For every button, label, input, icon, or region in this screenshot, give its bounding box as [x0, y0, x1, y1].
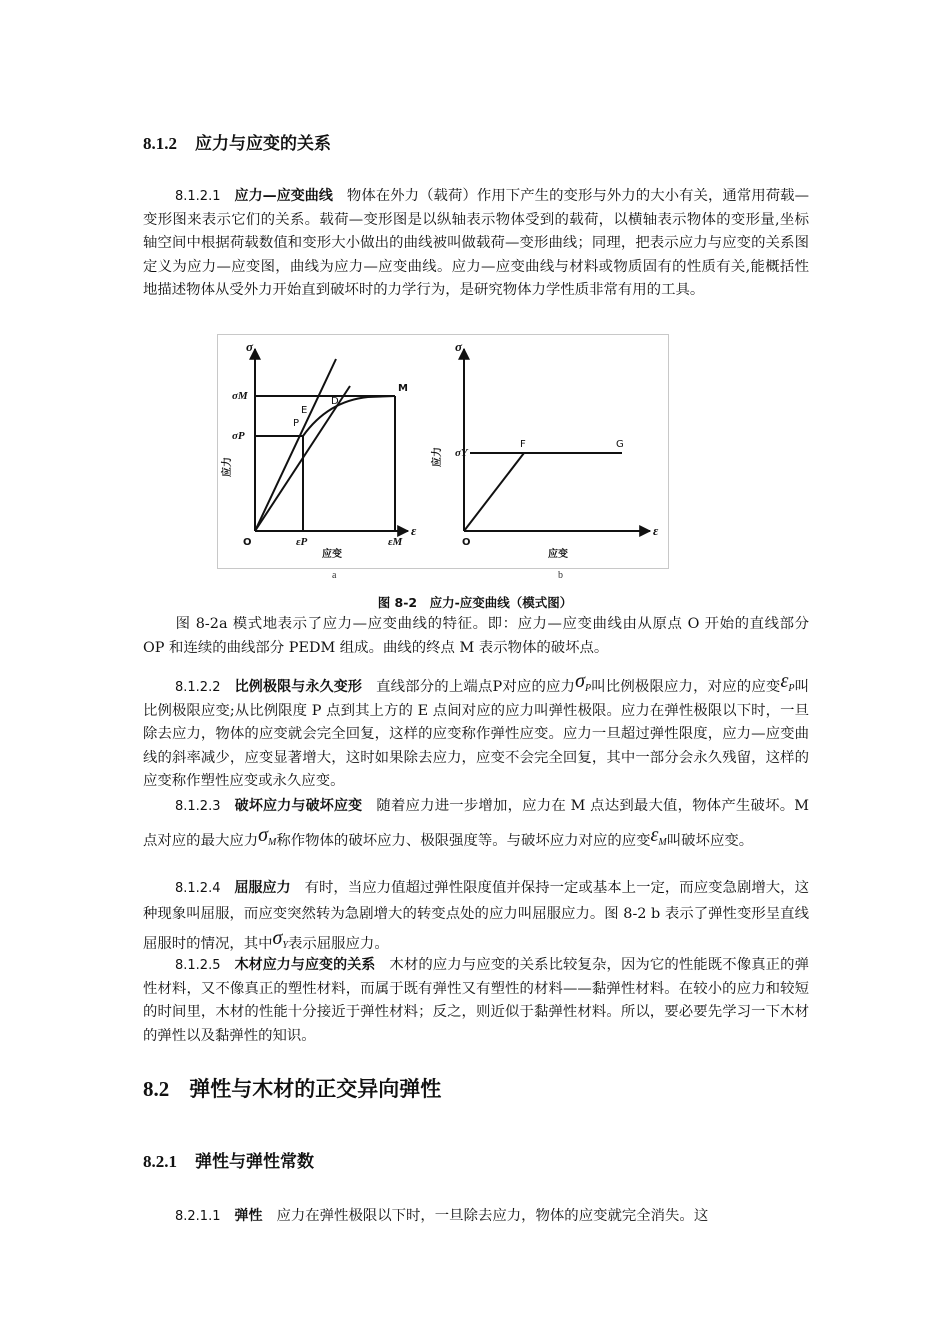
section-number: 8.1.2 [143, 134, 177, 153]
symbol-sigma: σ [258, 824, 269, 846]
diagram-a [255, 349, 408, 531]
subsection-number: 8.2.1.1 [175, 1209, 221, 1224]
diagram-b-sigma-y: σY [455, 447, 468, 459]
section-title: 弹性与木材的正交异向弹性 [189, 1076, 442, 1101]
symbol-sigma: σ [272, 927, 283, 949]
diagram-a-eps-p: εP [296, 536, 308, 548]
symbol-subscript: P [584, 683, 592, 694]
paragraph-text: 称作物体的破坏应力、极限强度等。与破坏应力对应的应变 [276, 833, 651, 849]
diagram-a-point-e: E [301, 405, 308, 416]
paragraph-text: 表示屈服应力。 [287, 936, 389, 952]
paragraph-text: 有时，当应力值超过弹性限度值并保持一定或基本上一定，而应变急剧增大，这种现象叫屈服，而应变突然转为急剧增大的转变点处的应力叫屈服应力。图 8-2 b 表示了弹性变形呈直线屈服时的情况，其中 [143, 880, 809, 952]
paragraph-text: 随着应力进一步增加，应力在 M 点达到最大值，物体产生破坏。M 点对应的最大应力 [143, 798, 810, 849]
paragraph-text: 图 8-2a 模式地表示了应力—应变曲线的特征。即：应力—应变曲线由从原点 O 开始的直线部分 OP 和连续的曲线部分 PEDM 组成。曲线的终点 M 表示物体的破坏点。 [143, 616, 809, 656]
diagram-b-elastic-line [464, 453, 524, 531]
subsection-title: 比例极限与永久变形 [234, 679, 363, 695]
subsection-title: 屈服应力 [234, 880, 291, 896]
diagram-b-origin: O [462, 537, 471, 548]
section-heading-8-2-1 [143, 1147, 314, 1172]
figure-sublabel-a: a [332, 570, 337, 581]
figure-8-2 [217, 334, 669, 569]
diagram-a-point-p: P [293, 418, 300, 429]
subsection-number: 8.1.2.5 [175, 958, 221, 973]
diagram-b-x-label: 应变 [548, 549, 568, 560]
paragraph-text: 叫比例极限应力，对应的应变 [591, 679, 781, 695]
diagram-b-x-symbol: ε [653, 523, 659, 538]
symbol-sigma: σ [575, 670, 585, 692]
symbol-subscript: M [658, 837, 667, 848]
diagram-a-point-m: M [398, 383, 408, 394]
paragraph-text: 叫破坏应变。 [666, 833, 754, 849]
diagram-a-y-symbol: σ [246, 339, 254, 354]
subsection-title: 弹性 [234, 1208, 263, 1224]
diagram-a-y-label: 应力 [222, 457, 233, 477]
stress-strain-diagrams [218, 335, 668, 568]
diagram-a-origin: O [243, 537, 252, 548]
subsection-number: 8.1.2.4 [175, 881, 221, 896]
paragraph-text: 木材的应力与应变的关系比较复杂，因为它的性能既不像真正的弹性材料，又不像真正的塑性材料，而属于既有弹性又有塑性的材料——黏弹性材料。在较小的应力和较短的时间里，木材的性能十分接近于弹性材料；反之，则近似于黏弹性材料。所以，要必要先学习一下木材的弹性以及黏弹性的知识。 [143, 957, 809, 1044]
diagram-a-x-symbol: ε [411, 523, 417, 538]
symbol-subscript: Y [282, 940, 288, 951]
paragraph-text: 应力在弹性极限以下时，一旦除去应力，物体的应变就完全消失。这 [276, 1208, 709, 1224]
subsection-title: 木材应力与应变的关系 [234, 957, 376, 973]
paragraph-stress-strain-curve [143, 185, 809, 303]
symbol-epsilon: ε [650, 824, 659, 846]
figure-caption: 图 8-2 应力-应变曲线（模式图） [377, 595, 573, 610]
diagram-b-point-f: F [520, 439, 526, 450]
paragraph-text: 直线部分的上端点P对应的应力 [376, 679, 576, 695]
diagram-b-y-symbol: σ [455, 339, 463, 354]
paragraph-figure-description [143, 613, 809, 660]
subsection-number: 8.1.2.2 [175, 680, 221, 695]
paragraph-text: 叫比例极限应变;从比例限度 P 点到其上方的 E 点间对应的应力叫弹性极限。应力在弹性极限以下时，一旦除去应力，物体的应变就会完全回复，这样的应变称作弹性应变。应力一旦超过弹性限度，应力—应变曲线的斜率减少，应变显著增大，这时如果除去应力，应变不会完全回复，其中一部分会永久残留，这样的应变称作塑性应变或永久应变。 [143, 679, 809, 789]
paragraph-yield-stress [143, 876, 809, 959]
section-title: 弹性与弹性常数 [195, 1152, 314, 1172]
paragraph-wood-stress-strain [143, 954, 809, 1048]
paragraph-proportional-limit [143, 670, 809, 793]
diagram-a-eps-m: εM [388, 536, 403, 548]
paragraph-text: 物体在外力（载荷）作用下产生的变形与外力的大小有关，通常用荷载—变形图来表示它们的关系。载荷—变形图是以纵轴表示物体受到的载荷，以横轴表示物体的变形量,坐标轴空间中根据荷载数值和变形大小做出的曲线被叫做载荷—变形曲线；同理，把表示应力与应变的关系图定义为应力—应变图，曲线为应力—应变曲线。应力—应变曲线与材料或物质固有的性质有关,能概括性地描述物体从受外力开始直到破坏时的力学行为，是研究物体力学性质非常有用的工具。 [143, 188, 809, 299]
diagram-b-point-g: G [616, 439, 624, 450]
section-heading-8-1-2 [143, 129, 331, 154]
paragraph-elasticity [143, 1205, 809, 1229]
paragraph-failure-stress [143, 792, 809, 857]
symbol-subscript: P [788, 683, 795, 694]
figure-sublabel-b: b [558, 570, 563, 581]
subsection-number: 8.1.2.1 [175, 189, 221, 204]
diagram-b-y-label: 应力 [432, 447, 443, 467]
diagram-a-sigma-m: σM [232, 390, 248, 402]
symbol-epsilon: ε [780, 670, 789, 692]
diagram-a-proportional-line [255, 359, 336, 531]
symbol-subscript: M [268, 837, 277, 848]
section-number: 8.2.1 [143, 1152, 177, 1171]
section-number: 8.2 [143, 1077, 170, 1101]
subsection-title: 应力—应变曲线 [234, 188, 333, 204]
section-title: 应力与应变的关系 [195, 134, 331, 154]
subsection-title: 破坏应力与破坏应变 [234, 798, 363, 814]
diagram-a-sigma-p: σP [232, 430, 245, 442]
section-heading-8-2 [143, 1073, 441, 1103]
diagram-a-point-d: D [331, 396, 339, 407]
subsection-number: 8.1.2.3 [175, 799, 221, 814]
diagram-a-x-label: 应变 [322, 549, 342, 560]
